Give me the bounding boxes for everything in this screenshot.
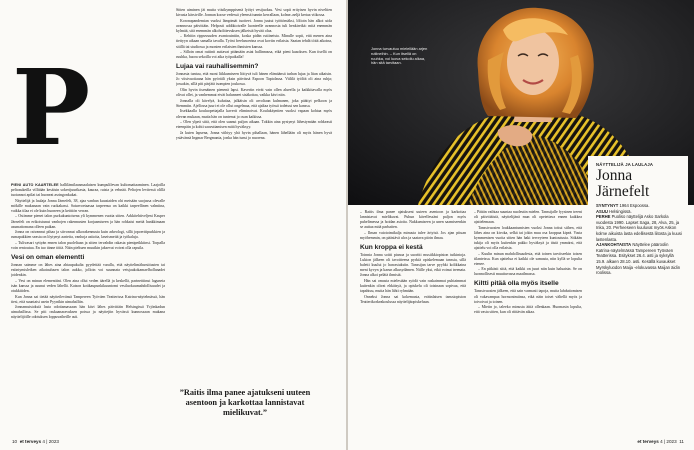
info-kicker: NÄYTTELIJÄ JA LAULAJA bbox=[596, 162, 654, 167]
paragraph: Kun Jonna sai tietää näytteilevänsä Tampereen Työväen Teatterissa Katrina-näytelmässä, hän tiesi, että suuntaisi usein Pyynikin uimahalliin. bbox=[11, 294, 165, 304]
paragraph: Olin hyvin itsenäinen pienenä lapsi. Kaveriin eivät vain ollen alueella ja kaikkitavalla myös olivat ollet, ja vanhemmat eivät halunneet sisäkottaa, vaikka kävi niin. bbox=[176, 88, 332, 98]
paragraph: Jonnamuistoksiä lasta odottamassaan hän kävi lähes päivittäin Helsingissä Yrjönkadun uimahallissa. Se piti raskaanaravuksen poissa ja näyttejiin hyvässä kunnossaan mukana näyttelijöille odotuksen loppuvaiheille asti. bbox=[11, 305, 165, 320]
left-page bbox=[0, 0, 346, 450]
right-column-1 bbox=[360, 210, 466, 436]
paragraph: Jonnan saimme on lähes aina ahtaupukulta pyydettää varalla, että näyttelimäharstitusten tai esiintymisleiken aikataulusen talon aukko, jolloin voi suunnata veisjaukokamaelhollanadet joidenkin. bbox=[11, 263, 165, 278]
left-column-2 bbox=[176, 8, 332, 378]
page-number: 10 bbox=[12, 439, 18, 444]
drop-cap: P bbox=[12, 46, 91, 169]
paragraph: Jonna on raivannut pihaa ja siivonnut ulkorakennusta kuin arkeologi, sillä jopoerttipurkkien ja rumapakkien seasta on löytynyt aarteita, vanhoja astioita, laseismeitä ja työkaluja. bbox=[11, 230, 165, 240]
paragraph: Sitten uiminen jäi mutta viisikymppisenä lyötyt vesijuoksu. Vesi sopii erityisen hyvin niveltien kivusta kärsiville. Jonnan koose vedessä yleensä tunnin kerrallaan, kolme–neljä kertaa viikossa. bbox=[176, 8, 332, 18]
subheading-vesi: Vesi on oman elementti bbox=[11, 253, 85, 261]
paragraph: Ja kuten lapsena, Jonna viihtyy yhä hyvin pihallaan, hänen lähellään oli myös hänen hyvä ystävänsä Ingmar Bergmania, jonka hän tunsi jo nuorena. bbox=[176, 130, 332, 140]
paragraph: – Olen ylpeä siitä, että olen saanut paljon aikaan. Tokkin aina pystynyt lähestymään rohkeasti eteenpäin ja kohti saavuttamisen mitä hyväksyy. bbox=[176, 120, 332, 130]
info-row: PERHE Puoliso näyttelijä Asko Sarkola vuodesta 1990. Lapset Saga, 28, Alva, 25, ja Inka, 20. Perheeseen kuuluvat myös Askon kolme aikuista lasta edellisestä liitosta ja kuusi lastenlasta. bbox=[596, 214, 682, 242]
paragraph: Tanssivuosien jälkeen, että sain varmasti tapoja, mutta lahduttomisen oli vakavampaa hormonimiinsa, eikä näin toiset vältellä myös ja toivoivat ja toinen. bbox=[474, 289, 582, 304]
paragraph: Itsekkaalla kouluopettajalla kaverit eliminoivat. Koulukäyntien vuoksi vapaan kohtaa myös olevan mukaan, mutta hän on tuntenut jo osan kaikissa. bbox=[176, 109, 332, 119]
paragraph: – Ostimme pienet talon purkukuntoisena yli kymmenen vuotta sitten. Arkkitehtiveljeni Kasper Järnefelt on erikoistunut vanhojen rakennusten korjaamiseen ja hän rohkaisi meitä hankkimaan asumattomana olleen paikan. bbox=[11, 214, 165, 229]
paragraph: – Ilman vaiotoimikalja minusta tulee ärtyisä. Jos ajan pituan myöhemmin, on päästävä ulos ja saatava piirin ilmaa. bbox=[360, 230, 466, 240]
info-details bbox=[596, 203, 682, 276]
subheading-lujaa: Lujaa vai rauhallisemmin? bbox=[176, 63, 259, 71]
paragraph: – En pitkästi siitä, että kaikki on juuri niin kuin haluaisin. Se on luonnollisesti muuttuvassa maailmassa. bbox=[474, 267, 582, 277]
right-footer bbox=[637, 439, 684, 444]
page-number: 11 bbox=[679, 439, 684, 444]
paragraph: Hän sai omasta mielestään syödä vain raskaimmat puhtaimmat kuitenkin olivat ehkäisyä, ja opiskelu oli toisinaan sopivaa, että tapahtuu, mutta hän lähti ryhmään. bbox=[360, 278, 466, 293]
paragraph: – Kehitin rippuvuuden avantouintiin, koska pidän rutiineista. Minulle sopii, että menen aina tiettyyn aikaan samalla tavalla. Työni freelancerina ovat koviin erilaisia. Saatan tehdä töitä aikoina, sitillä tai studiossa ja monien erilaisten ihmisten kanssa. bbox=[176, 34, 332, 49]
subheading-kiltti: Kiltti pitää olla myös itselle bbox=[474, 280, 559, 288]
paragraph: Koronapandemian vuoksi lämpimät tuotteet. Jonna juutui työttömäksi, lölioin hän alkoi uida avannossa päivittäin. Helposti addiktoivalle luonteelle avannosta tuli henkireikä: mitä enemmän kylmää, sitä enemmän alkoholittevuksen jälkeistä hyvää oloa. bbox=[176, 18, 332, 33]
info-box bbox=[588, 156, 688, 410]
lead-in: PIENI AUTO KAARTELEE bbox=[11, 183, 59, 187]
right-column-2 bbox=[474, 210, 582, 436]
photo-caption: Jonna turvautuu mielellään arjen rutiineihin. – Kun itsellä on ruuhka, voi luova sekoilu alkaa, hän sitä tarvitaan. bbox=[371, 46, 428, 66]
right-page bbox=[348, 0, 694, 450]
paragraph: Tanssivuosien loukkaantumisten vuoksi Jonna tottui siihen, että lähes aina on kivoka, selkä tai jokin muu osa kroppaa kipeä. Vasta kymmenisen vuotta sitten hän haki terveyteen kuntoutusta. Sitkään tukija oli myös kuitenkin pakko hyväksyä ja tästä ymmärsi, että ajattelu voi olla erilaisia. bbox=[474, 225, 582, 250]
paragraph: – Vesi on minun elementtini. Olen aina ollut veden äärellä ja keskellä, parinettiinut laguneia isän kanssa ja asunut veden lähellä. Katson kotikaupunkikuuntomi vesiluokuumahdollisuudet ja otukkiiiden. bbox=[11, 278, 165, 293]
pull-quote: ”Raitis ilma panee ajatukseni uuteen asentoon ja karkottaa lannistavat mielikuvat.” bbox=[179, 388, 311, 417]
paragraph: – Raitis ilma panee ajatukseni uuteen asentoon ja karkottaa lannistavat mielikuvat. Puhun kävellessäni paljon myös puhelimessa ja hoidan asioita. Nukkumiseen ja unen saamiseenkin se auttaa mitä parhaiten. bbox=[360, 210, 466, 230]
paragraph: Jonnasta tuntuu, että moni liikkumiseen liittyvä tuli hänen elämäänsä turhan lujaa ja liian aikaisin. Jo viisivuotiaana hän pyöräili yksin päivässä Espoon Tapiolassa. Viililä työlöä oli aina ruhja; jossakin, sillä piti pärjätä isompien joukossa. bbox=[176, 72, 332, 87]
lead-paragraph: PIENI AUTO KAARTELEE hallilämilausmaalaisen kumpulilevan kultomattaaminen. Laajoilla peltoaukeilla villitään kesäisin sokerijuurikasta, kauraa, ruista ja vehnää. Peltojen levitessä olillä tuotannot apilat tai huoneat asringonkukat. bbox=[11, 183, 165, 198]
paragraph: – Päätin vaihtaa suuntaa nuoleutin mielen. Tanssijalle fyysinen treeni oli päivittäistä, näyttelijänä mun oli opetettava ennen kaikkea ajattelemaan. bbox=[474, 210, 582, 225]
paragraph: – Tulivasari syttyän ennen talon puoleltaan ja sitten tervahdin rakasta pienipeikkiinsi. Torpalla voin rentoutua. En tuo tänne töitä. Näin pieltuen muutkin jaksevat voivat olla rapuila. bbox=[11, 240, 165, 250]
info-row: SYNTYNYT 1964 Espoossa. bbox=[596, 203, 650, 208]
subheading-kroppa: Kun kroppa ei kestä bbox=[360, 243, 423, 251]
left-column-1 bbox=[11, 183, 165, 435]
brand-name: et terveys bbox=[19, 439, 42, 444]
paragraph: Toinnia Jonna soitti pianoa ja suoritti musiikkiopiston tutkintoja. Lukion jälkeen oli tavoitteena pyrkiä opiskelemaan tanssia, sillä baletti kuului jo harrastuksiin. Tanssijan tarve pyyhki kolikkaina meni kyvyn ja karun alkusydämen. Niille yksi, eikä voinut treenata. Jonna alkoi pelätä ihmisiä. bbox=[360, 252, 466, 278]
paragraph: Onneksi Jonna sai kokemusta, eräänlaisen tanssiopiston Teatterikorkeakoulussa näyttelijäopiskeluun. bbox=[360, 294, 466, 304]
issue-number: 4 | 2023 bbox=[42, 439, 59, 444]
paragraph: – Silloin omat rutiinit auttavat pitämään asiat hallinnassa, eikä pieni kaaoksen. Kun itsellä on ruuhka, huora sekoilla voi aika työpaikalla! bbox=[176, 50, 332, 60]
left-footer bbox=[12, 439, 59, 444]
paragraph: Jonnalla oli kävelyä, kuluttaa, jalkäisin oli arvoltaan kulmanen, joka päättyi pelkoon ja Stemmiin. Ajellossa juuri ei ole ollut ongelmaa, että ajaltaa työssä todetusi sen kanssa. bbox=[176, 98, 332, 108]
info-row: ASUU Helsingissä. bbox=[596, 208, 632, 214]
paragraph: – Kuulin minun mahdollisuudesta, että toinen tarvitseekin toisen tilanteissa. Kun ajattelua ei kaikki ole samasta, niin kyllä se lopulta etenee. bbox=[474, 251, 582, 266]
issue-number: 4 | 2023 bbox=[660, 439, 677, 444]
info-row: AJANKOHTAISTA Näyttelee pääroolin Katrina-näytelmässä Tampereen Työväen Teatterissa. Esitykset 26.4. asti ja syksyllä 15.9. alkaen 28.10. asti. Kesällä kuvaukset Myrskyluodon Maija -elokuvassa Maijan äidin roolissa. bbox=[596, 242, 681, 276]
paragraph: Näyttelijä ja laulaja Jonna Järnefelt, 38, ajaa vanhan kuusiaiden ohi metsään suojassa olevalle mökille mukanaan vain ruokakassi. Saturvoetaasaa tarpeensa on kaikki tarpeellinen valmiina, vaikka tilaa ei ole kuin huoneen ja keittiön verran. bbox=[11, 198, 165, 213]
info-name: Jonna Järnefelt bbox=[596, 167, 650, 200]
brand-name: et terveys bbox=[637, 439, 659, 444]
paragraph: – Mietin jo, taleeko minusta äitiä ollenkaan. Huomasin lopulta, että vasta sitten, kun oli riittävän aikaa. bbox=[474, 305, 582, 315]
